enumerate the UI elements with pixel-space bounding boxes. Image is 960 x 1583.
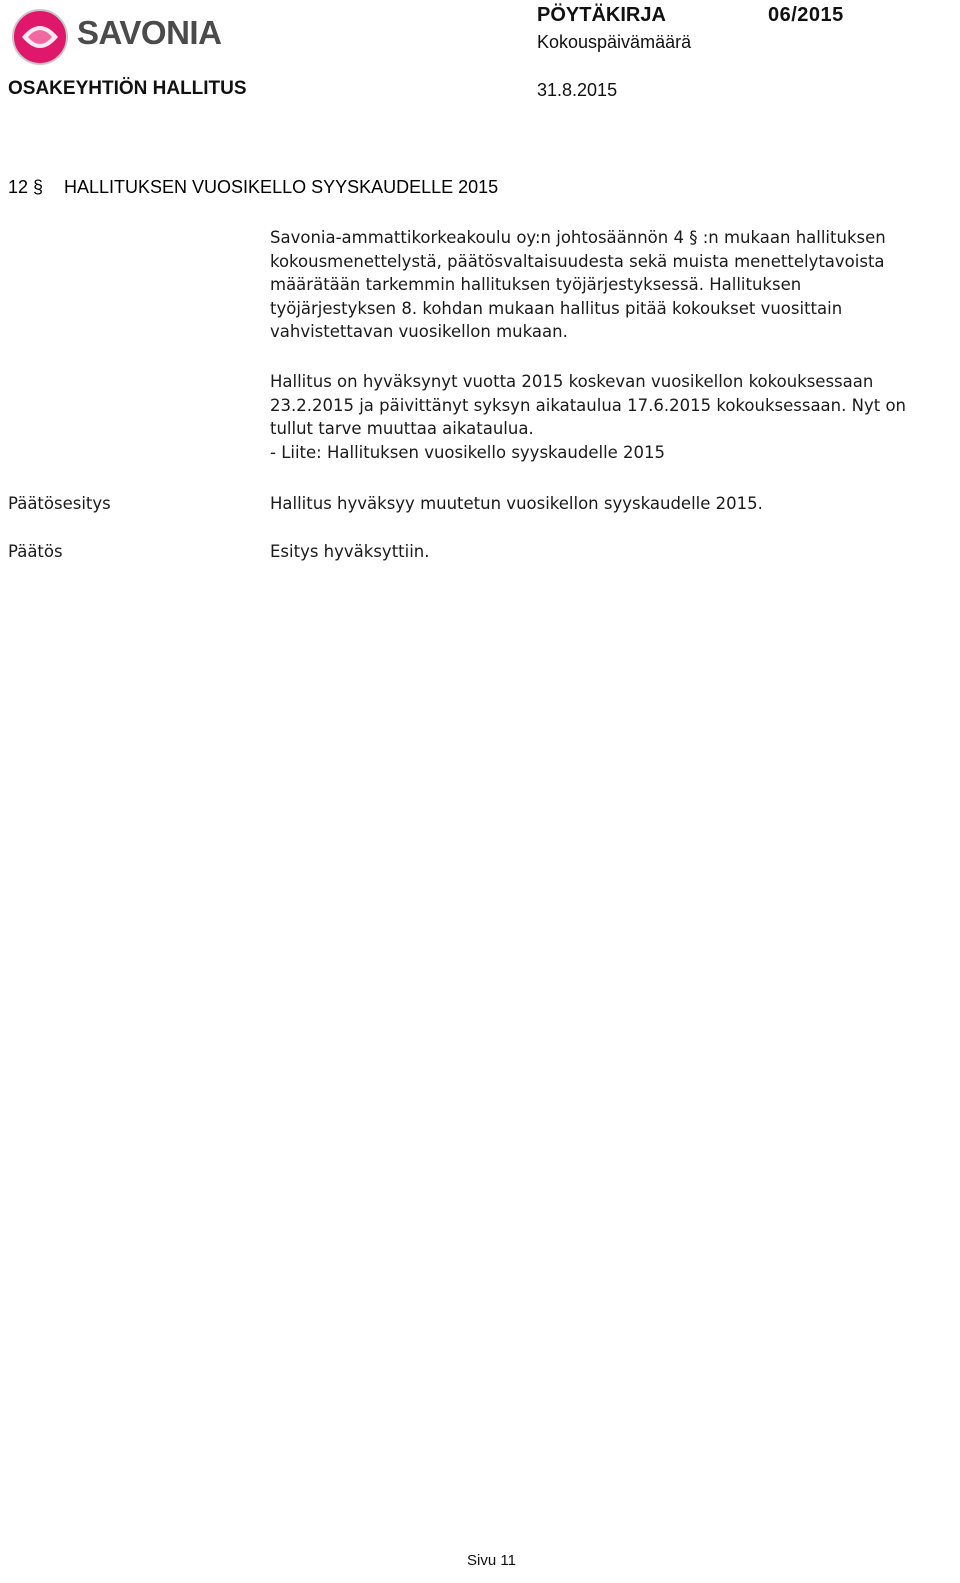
meeting-date-label: Kokouspäivämäärä	[537, 32, 692, 52]
organization-name: OSAKEYHTIÖN HALLITUS	[8, 78, 247, 99]
savonia-logo-mark-icon	[10, 7, 70, 67]
paragraph-line: määrätään tarkemmin hallituksen työjärjestyksessä. Hallituksen	[270, 275, 802, 295]
paragraph-line: tullut tarve muuttaa aikataulua.	[270, 419, 534, 439]
decision-label: Päätös	[8, 542, 63, 561]
section-symbol: §	[33, 177, 44, 197]
attachment-line: - Liite: Hallituksen vuosikello syyskaudelle 2015	[270, 442, 666, 462]
proposal-label: Päätösesitys	[8, 494, 111, 513]
paragraph-background	[270, 226, 886, 344]
meeting-date: 31.8.2015	[537, 80, 618, 100]
document-type: PÖYTÄKIRJA	[537, 4, 666, 26]
paragraph-history	[270, 370, 906, 464]
proposal-text: Hallitus hyväksyy muutetun vuosikellon syyskaudelle 2015.	[270, 494, 763, 513]
document-number: 06/2015	[768, 4, 844, 26]
paragraph-line: vahvistettavan vuosikellon mukaan.	[270, 322, 568, 342]
paragraph-line: Hallitus on hyväksynyt vuotta 2015 koskevan vuosikellon kokouksessaan	[270, 372, 874, 391]
paragraph-line: 23.2.2015 ja päivittänyt syksyn aikataulua 17.6.2015 kokouksessaan. Nyt on	[270, 395, 906, 415]
page-number: Sivu 11	[467, 1552, 516, 1569]
paragraph-line: Savonia-ammattikorkeakoulu oy:n johtosäännön 4 § :n mukaan hallituksen	[270, 228, 886, 247]
decision-text: Esitys hyväksyttiin.	[270, 542, 430, 561]
paragraph-line: työjärjestyksen 8. kohdan mukaan hallitus pitää kokoukset vuosittain	[270, 298, 843, 318]
logo-text: SAVONIA	[77, 14, 222, 51]
section-title: HALLITUKSEN VUOSIKELLO SYYSKAUDELLE 2015	[64, 177, 499, 197]
paragraph-line: kokousmenettelystä, päätösvaltaisuudesta sekä muista menettelytavoista	[270, 251, 885, 271]
savonia-logo	[5, 4, 225, 64]
section-number: 12	[8, 177, 29, 197]
